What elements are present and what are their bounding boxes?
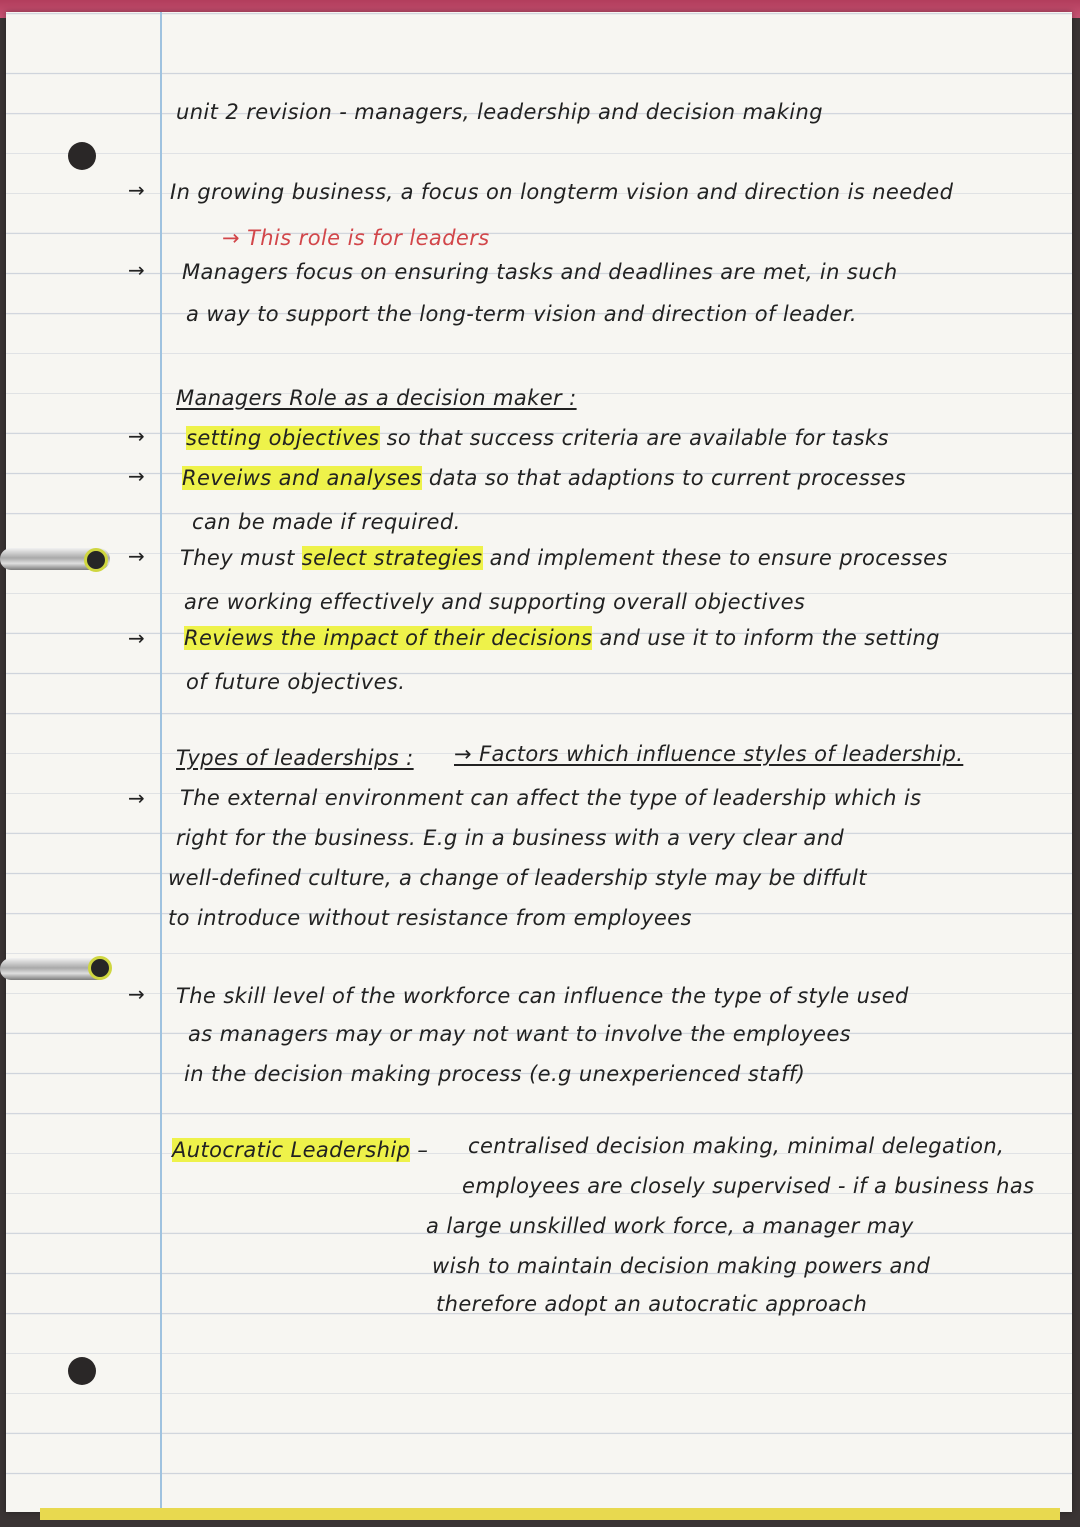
arrow-icon: → [128, 464, 145, 488]
autocratic-dash: – [410, 1138, 429, 1162]
margin-line [160, 12, 162, 1512]
decision-item-1-text: so that success criteria are available for tasks [379, 426, 889, 450]
leadership-heading: Types of leaderships : [176, 746, 414, 770]
decision-maker-heading: Managers Role as a decision maker : [176, 386, 577, 410]
leadership-para-1-line-1: The external environment can affect the type of leadership which is [180, 786, 922, 810]
autocratic-heading [172, 1138, 428, 1162]
leadership-para-1-line-3: well-defined culture, a change of leadership style may be diffult [168, 866, 867, 890]
punch-hole [68, 142, 96, 170]
factors-heading: → Factors which influence styles of leadership. [454, 742, 964, 766]
autocratic-line-1: centralised decision making, minimal delegation, [468, 1134, 1005, 1158]
autocratic-line-5: therefore adopt an autocratic approach [436, 1292, 868, 1316]
highlight: Autocratic Leadership [172, 1138, 411, 1162]
autocratic-line-2: employees are closely supervised - if a business has [462, 1174, 1035, 1198]
leadership-para-1-line-2: right for the business. E.g in a business with a very clear and [176, 826, 845, 850]
decision-item-3-text-b: and implement these to ensure processes [482, 546, 948, 570]
binder-ring-end [88, 956, 112, 980]
decision-item-4 [184, 626, 940, 650]
leadership-para-1-line-4: to introduce without resistance from employees [168, 906, 692, 930]
leadership-para-2-line-1: The skill level of the workforce can influence the type of style used [176, 984, 909, 1008]
highlight: Reveiws and analyses [182, 466, 422, 490]
highlight: setting objectives [186, 426, 380, 450]
bottom-highlighter-strip [40, 1508, 1060, 1520]
intro-line-2: Managers focus on ensuring tasks and deadlines are met, in such [182, 260, 898, 284]
autocratic-line-4: wish to maintain decision making powers and [432, 1254, 931, 1278]
page-title: unit 2 revision - managers, leadership and decision making [176, 100, 823, 124]
highlight: select strategies [301, 546, 483, 570]
arrow-icon: → [128, 258, 145, 282]
decision-item-3-cont: are working effectively and supporting overall objectives [184, 590, 806, 614]
arrow-icon: → [128, 982, 145, 1006]
arrow-icon: → [128, 626, 145, 650]
decision-item-2 [182, 466, 906, 490]
leadership-para-2-line-3: in the decision making process (e.g unexperienced staff) [184, 1062, 806, 1086]
intro-sub-note: → This role is for leaders [222, 226, 490, 250]
autocratic-line-3: a large unskilled work force, a manager may [426, 1214, 914, 1238]
decision-item-1 [186, 426, 889, 450]
decision-item-2-text: data so that adaptions to current processes [421, 466, 907, 490]
punch-hole [68, 1357, 96, 1385]
decision-item-4-cont: of future objectives. [186, 670, 406, 694]
arrow-icon: → [128, 178, 145, 202]
arrow-icon: → [128, 424, 145, 448]
intro-line-1: In growing business, a focus on longterm vision and direction is needed [170, 180, 954, 204]
decision-item-3 [180, 546, 948, 570]
decision-item-4-text: and use it to inform the setting [592, 626, 940, 650]
decision-item-2-cont: can be made if required. [192, 510, 461, 534]
intro-line-3: a way to support the long-term vision and direction of leader. [186, 302, 857, 326]
highlight: Reviews the impact of their decisions [184, 626, 593, 650]
decision-item-3-text-a: They must [180, 546, 302, 570]
arrow-icon: → [128, 786, 145, 810]
leadership-para-2-line-2: as managers may or may not want to involve the employees [188, 1022, 852, 1046]
arrow-icon: → [128, 544, 145, 568]
binder-ring-end [84, 548, 108, 572]
